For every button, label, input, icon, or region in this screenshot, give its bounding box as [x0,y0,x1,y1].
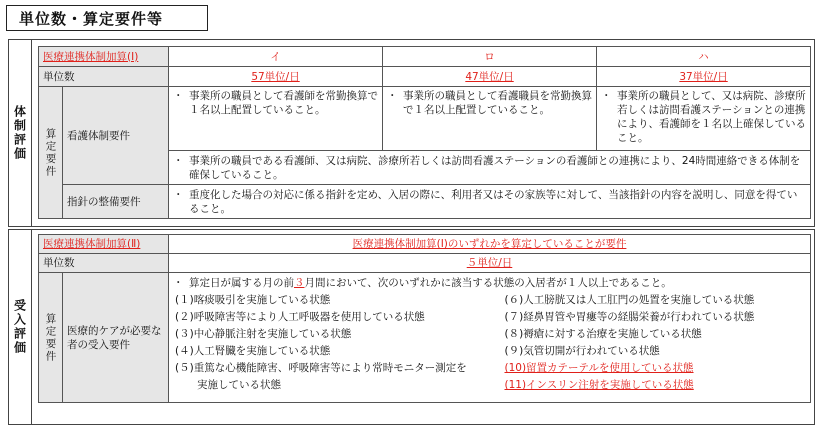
kasan2-requirement: 医療連携体制加算(Ⅰ)のいずれかを算定していることが要件 [169,235,811,254]
unit-kasan2: ５単位/日 [169,254,811,273]
care-item: (３)中心静脈注射を実施している状態 [175,328,352,340]
care-label: 医療的ケアが必要な者の受入要件 [63,273,169,403]
ukeire-table [38,234,811,403]
care-item: (１)喀痰吸引を実施している状態 [175,294,331,306]
unit-label: 単位数 [39,67,169,87]
kasan2-label: 医療連携体制加算(Ⅱ) [39,235,169,254]
care-items-left [173,292,477,394]
section-ukeire-side-label: 受入評価 [8,229,32,425]
column-i: イ [169,47,383,67]
care-intro: ・ 算定日が属する月の前３月間において、次のいずれかに該当する状態の入居者が１人以上であること。 [173,277,672,289]
ukeire-care-row [39,273,811,403]
shishin-label: 指針の整備要件 [63,185,169,219]
care-item: (５)重篤な心機能障害、呼吸障害等により常時モニター測定を [175,362,467,374]
care-item: (７)経鼻胃管や胃瘻等の経腸栄養が行われている状態 [504,311,755,323]
care-items-right [477,292,807,394]
kango-ro: ・ 事業所の職員として看護職員を常勤換算で１名以上配置していること。 [383,87,597,151]
santei-label: 算定要件 [39,87,63,219]
kango-i: ・ 事業所の職員として看護師を常勤換算で１名以上配置していること。 [169,87,383,151]
care-item: (８)褥瘡に対する治療を実施している状態 [504,328,702,340]
care-requirements [169,273,811,403]
shishin-row [39,185,811,219]
care-item-cont: 実施している状態 [197,379,281,391]
care-item: (９)気管切開が行われている状態 [504,345,660,357]
taisei-table [38,46,811,219]
kango-ha: ・ 事業所の職員として、又は病院、診療所若しくは訪問看護ステーションとの連携により、看護師を１名以上確保していること。 [597,87,811,151]
shishin-text: ・ 重度化した場合の対応に係る指針を定め、入居の際に、利用者又はその家族等に対して、当該指針の内容を説明し、同意を得ていること。 [169,185,811,219]
ukeire-header-row [39,235,811,254]
care-item-new: (11)インスリン注射を実施している状態 [504,379,694,391]
kango-common: ・ 事業所の職員である看護師、又は病院、診療所若しくは訪問看護ステーションの看護師との連携により、24時間連絡できる体制を確保していること。 [169,151,811,185]
care-item: (４)人工腎臓を実施している状態 [175,345,331,357]
unit-label-2: 単位数 [39,254,169,273]
kasan1-label: 医療連携体制加算(Ⅰ) [39,47,169,67]
ukeire-unit-row [39,254,811,273]
section-taisei-side-label: 体制評価 [8,39,32,227]
care-item: (２)呼吸障害等により人工呼吸器を使用している状態 [175,311,425,323]
column-ha: ハ [597,47,811,67]
unit-ha: 37単位/日 [597,67,811,87]
unit-ro: 47単位/日 [383,67,597,87]
taisei-unit-row [39,67,811,87]
care-item: (６)人工膀胱又は人工肛門の処置を実施している状態 [504,294,755,306]
taisei-header-row [39,47,811,67]
santei-label-2: 算定要件 [39,273,63,403]
care-item-new: (10)留置カテーテルを使用している状態 [504,362,694,374]
kango-label: 看護体制要件 [63,87,169,185]
column-ro: ロ [383,47,597,67]
kango-row [39,87,811,151]
care-items [173,292,806,394]
page-title: 単位数・算定要件等 [6,5,208,31]
unit-i: 57単位/日 [169,67,383,87]
